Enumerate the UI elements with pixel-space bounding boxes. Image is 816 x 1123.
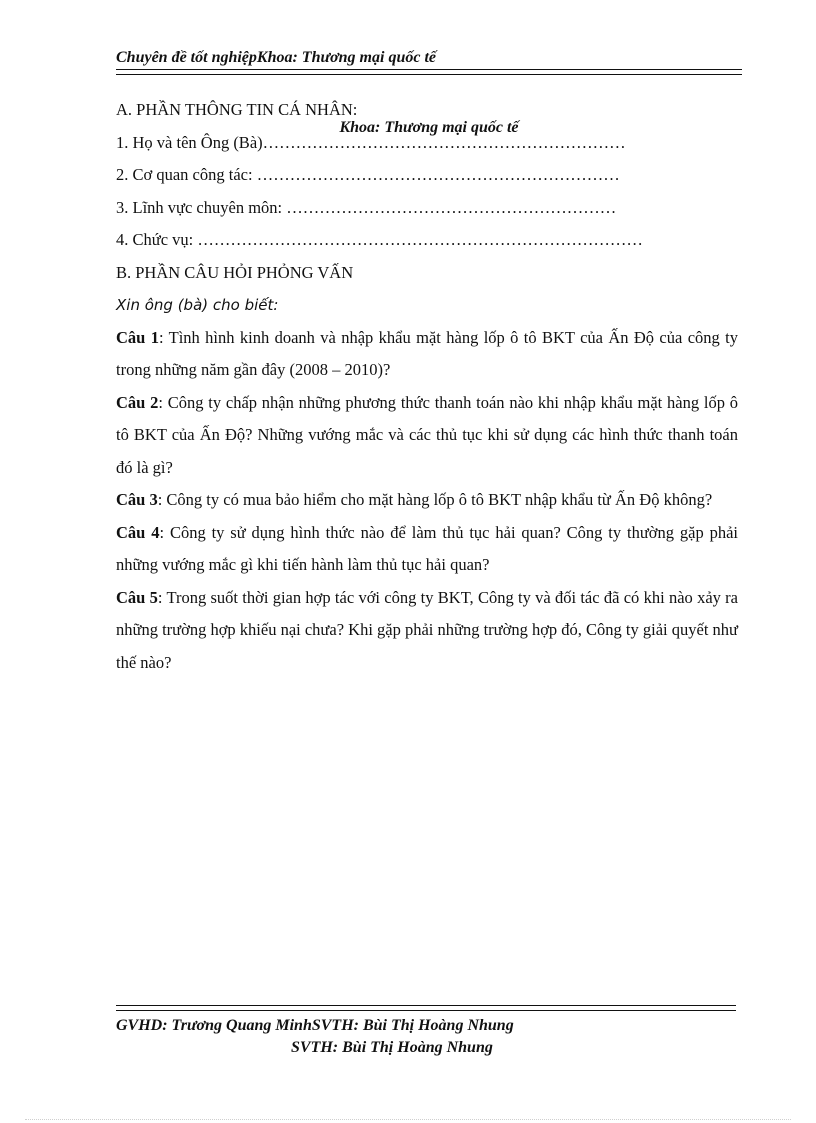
question-label: Câu 2 <box>116 392 159 412</box>
question-4 <box>116 517 738 582</box>
header-title: Chuyên đề tốt nghiệpKhoa: Thương mại quốc tế <box>116 49 436 66</box>
question-text: : Công ty sử dụng hình thức nào để làm thủ tục hải quan? Công ty thường gặp phải những vướng mắc gì khi tiến hành làm thủ tục hải quan? <box>116 522 739 574</box>
section-b-intro: Xin ông (bà) cho biết: <box>116 296 279 314</box>
section-a-title: A. PHẦN THÔNG TIN CÁ NHÂN: <box>116 100 358 119</box>
footer-student: SVTH: Bùi Thị Hoàng Nhung <box>291 1039 493 1056</box>
field-organization: 2. Cơ quan công tác: ………………………………………………………… <box>116 165 620 184</box>
question-label: Câu 3 <box>116 490 158 509</box>
header-rule <box>116 69 742 75</box>
question-3 <box>116 484 738 517</box>
question-1 <box>116 322 738 387</box>
footer-authors: GVHD: Trương Quang MinhSVTH: Bùi Thị Hoàng Nhung <box>116 1017 514 1034</box>
question-label: Câu 4 <box>116 522 160 542</box>
page-footer <box>116 1005 736 1060</box>
document-body <box>116 94 738 679</box>
question-label: Câu 5 <box>116 587 158 607</box>
question-text: : Trong suốt thời gian hợp tác với công ty BKT, Công ty và đối tác đã có khi nào xảy ra những trường hợp khiếu nại chưa? Khi gặp phải những trường hợp đó, Công ty giải quyết như thế nào? <box>116 587 739 672</box>
header-faculty: Khoa: Thương mại quốc tế <box>339 119 519 136</box>
question-text: : Công ty chấp nhận những phương thức thanh toán nào khi nhập khẩu mặt hàng lốp ô tô BKT của Ấn Độ? Những vướng mắc và các thủ tục khi sử dụng các hình thức thanh toán đó là gì? <box>116 392 738 477</box>
field-specialty: 3. Lĩnh vực chuyên môn: …………………………………………………… <box>116 197 617 217</box>
question-5 <box>116 582 738 680</box>
page-bottom-divider <box>25 1119 791 1120</box>
question-text: : Tình hình kinh doanh và nhập khẩu mặt hàng lốp ô tô BKT của Ấn Độ của công ty trong những năm gần đây (2008 – 2010)? <box>116 327 738 379</box>
question-label: Câu 1 <box>116 327 159 347</box>
section-b-title: B. PHẦN CÂU HỎI PHỎNG VẤN <box>116 262 354 282</box>
question-2 <box>116 387 738 485</box>
footer-rule <box>116 1005 736 1011</box>
question-text: : Công ty có mua bảo hiểm cho mặt hàng lốp ô tô BKT nhập khẩu từ Ấn Độ không? <box>157 490 713 509</box>
field-name: 1. Họ và tên Ông (Bà)………………………………………………………… <box>116 132 626 152</box>
field-position: 4. Chức vụ: ……………………………………………………………………… <box>116 230 643 249</box>
